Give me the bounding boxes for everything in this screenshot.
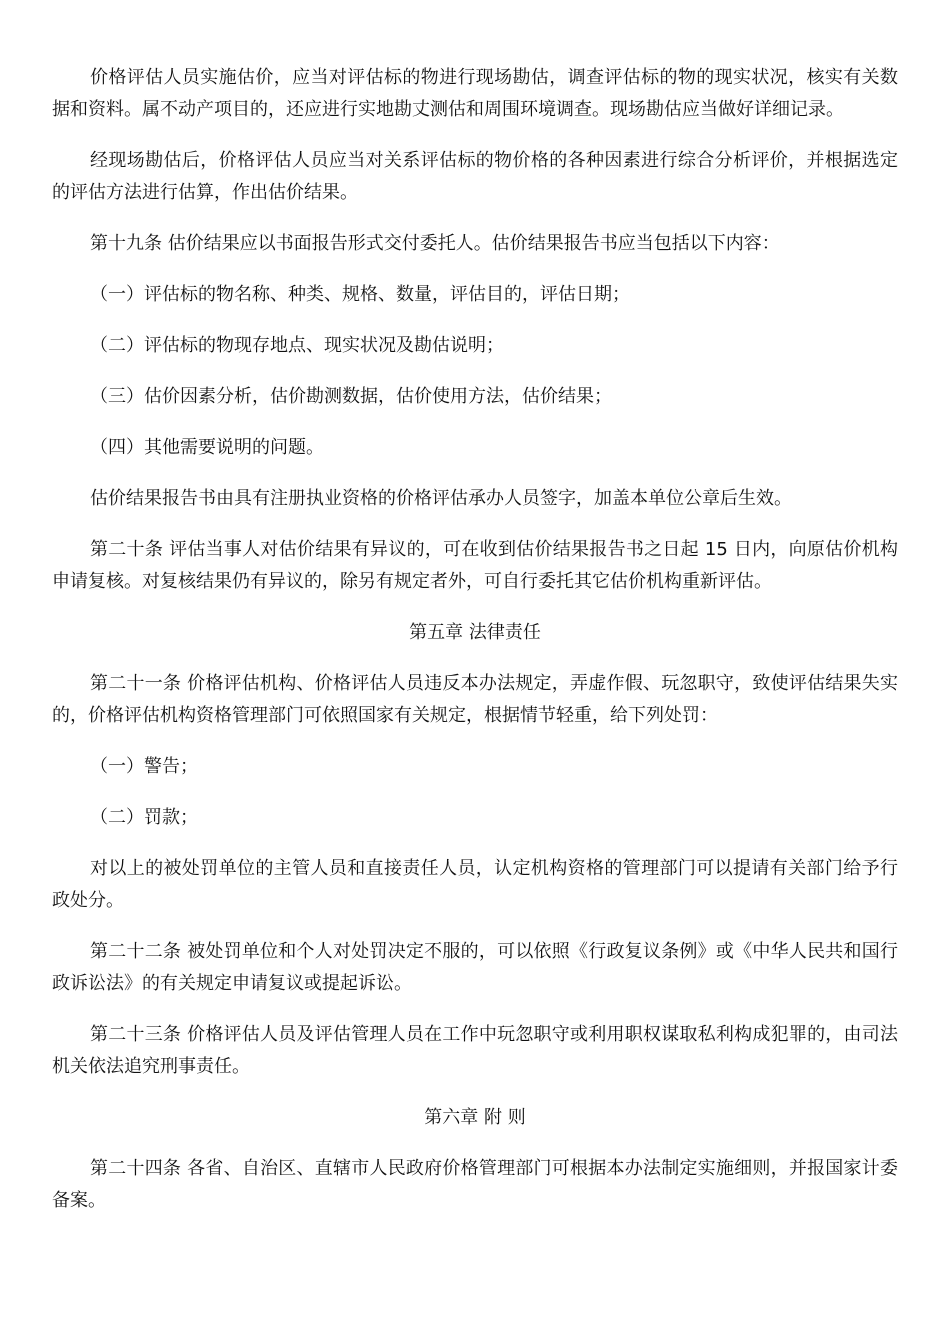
list-item: （四）其他需要说明的问题。	[90, 437, 324, 458]
list-item: （三）估价因素分析，估价勘测数据，估价使用方法，估价结果；	[90, 386, 612, 407]
article-20: 第二十条 评估当事人对估价结果有异议的，可在收到估价结果报告书之日起 15 日内，向原估价机构申请复核。对复核结果仍有异议的，除另有规定者外，可自行委托其它估价机构重新评估。	[52, 539, 898, 592]
list-item: （二）罚款；	[90, 807, 198, 828]
article-22: 第二十二条 被处罚单位和个人对处罚决定不服的，可以依照《行政复议条例》或《中华人民共和国行政诉讼法》的有关规定申请复议或提起诉讼。	[52, 941, 898, 994]
chapter-5-heading: 第五章 法律责任	[409, 622, 541, 643]
paragraph-analysis: 经现场勘估后，价格评估人员应当对关系评估标的物价格的各种因素进行综合分析评价，并根据选定的评估方法进行估算，作出估价结果。	[52, 150, 898, 203]
article-19: 第十九条 估价结果应以书面报告形式交付委托人。估价结果报告书应当包括以下内容：	[90, 233, 780, 254]
article-21: 第二十一条 价格评估机构、价格评估人员违反本办法规定，弄虚作假、玩忽职守，致使评估结果失实的，价格评估机构资格管理部门可依照国家有关规定，根据情节轻重，给下列处罚：	[52, 673, 898, 726]
paragraph-report-signature: 估价结果报告书由具有注册执业资格的价格评估承办人员签字，加盖本单位公章后生效。	[90, 488, 792, 509]
chapter-6-heading: 第六章 附 则	[424, 1107, 526, 1128]
list-item: （一）评估标的物名称、种类、规格、数量，评估目的，评估日期；	[90, 284, 630, 305]
list-item: （一）警告；	[90, 756, 198, 777]
article-23: 第二十三条 价格评估人员及评估管理人员在工作中玩忽职守或利用职权谋取私利构成犯罪的，由司法机关依法追究刑事责任。	[52, 1024, 898, 1077]
paragraph-administrative-sanction: 对以上的被处罚单位的主管人员和直接责任人员，认定机构资格的管理部门可以提请有关部门给予行政处分。	[52, 858, 898, 911]
article-24: 第二十四条 各省、自治区、直辖市人民政府价格管理部门可根据本办法制定实施细则，并报国家计委备案。	[52, 1158, 898, 1211]
paragraph-onsite-survey: 价格评估人员实施估价，应当对评估标的物进行现场勘估，调查评估标的物的现实状况，核实有关数据和资料。属不动产项目的，还应进行实地勘丈测估和周围环境调查。现场勘估应当做好详细记录。	[52, 67, 898, 120]
list-item: （二）评估标的物现存地点、现实状况及勘估说明；	[90, 335, 504, 356]
